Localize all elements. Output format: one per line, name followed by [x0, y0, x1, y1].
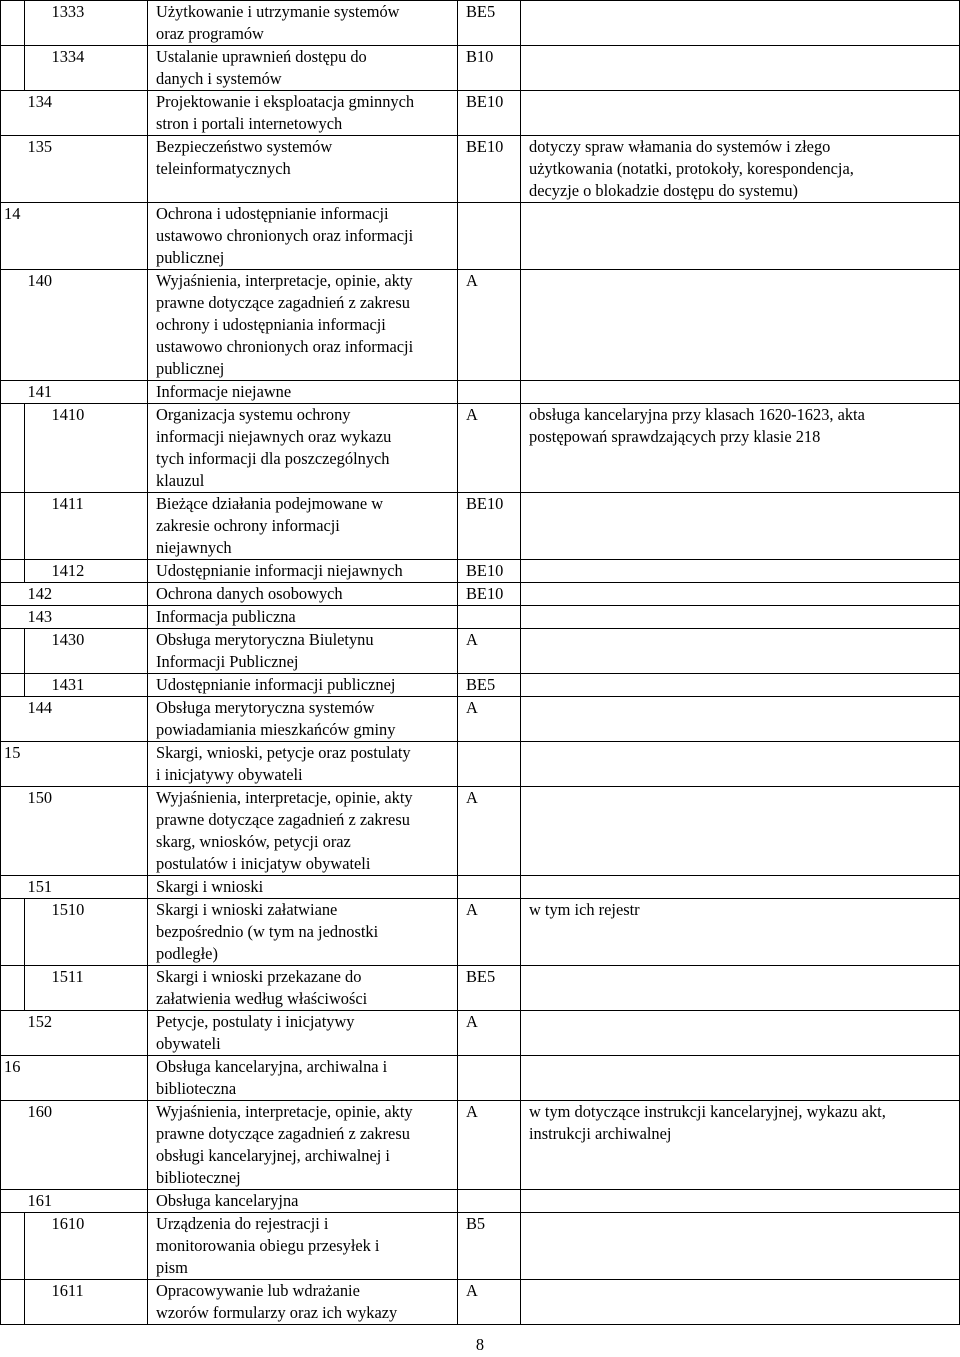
class-symbol: 15	[1, 742, 148, 787]
remarks	[521, 966, 960, 1011]
indent-cell	[25, 1213, 49, 1280]
class-symbol: 151	[25, 876, 148, 899]
remarks	[521, 1280, 960, 1325]
class-symbol: 142	[25, 583, 148, 606]
archival-category	[458, 876, 521, 899]
remarks: obsługa kancelaryjna przy klasach 1620-1623, akta postępowań sprawdzających przy klasie 218	[521, 404, 960, 493]
class-description: Projektowanie i eksploatacja gminnych stron i portali internetowych	[148, 91, 458, 136]
remarks	[521, 697, 960, 742]
remarks	[521, 629, 960, 674]
class-description: Organizacja systemu ochrony informacji niejawnych oraz wykazu tych informacji dla poszczególnych klauzul	[148, 404, 458, 493]
archival-category: A	[458, 899, 521, 966]
remarks	[521, 1190, 960, 1213]
remarks	[521, 787, 960, 876]
table-row	[1, 876, 960, 899]
class-description: Obsługa kancelaryjna, archiwalna i biblioteczna	[148, 1056, 458, 1101]
class-description: Ustalanie uprawnień dostępu do danych i systemów	[148, 46, 458, 91]
archival-category: BE10	[458, 583, 521, 606]
remarks	[521, 674, 960, 697]
class-description: Bieżące działania podejmowane w zakresie ochrony informacji niejawnych	[148, 493, 458, 560]
table-row	[1, 697, 960, 742]
indent-cell	[1, 1190, 25, 1213]
table-row	[1, 381, 960, 404]
remarks	[521, 876, 960, 899]
class-description: Użytkowanie i utrzymanie systemów oraz programów	[148, 1, 458, 46]
table-row	[1, 629, 960, 674]
indent-cell	[1, 876, 25, 899]
remarks: w tym dotyczące instrukcji kancelaryjnej, wykazu akt, instrukcji archiwalnej	[521, 1101, 960, 1190]
archival-category: A	[458, 1280, 521, 1325]
table-row	[1, 46, 960, 91]
class-symbol: 14	[1, 203, 148, 270]
remarks	[521, 1056, 960, 1101]
class-description: Bezpieczeństwo systemów teleinformatycznych	[148, 136, 458, 203]
table-row	[1, 560, 960, 583]
indent-cell	[1, 46, 25, 91]
indent-cell	[1, 629, 25, 674]
indent-cell	[1, 381, 25, 404]
class-symbol: 16	[1, 1056, 148, 1101]
class-description: Informacja publiczna	[148, 606, 458, 629]
table-row	[1, 203, 960, 270]
archival-category	[458, 203, 521, 270]
table-row	[1, 91, 960, 136]
class-symbol: 1610	[49, 1213, 148, 1280]
class-symbol: 1410	[49, 404, 148, 493]
class-description: Ochrona danych osobowych	[148, 583, 458, 606]
remarks	[521, 560, 960, 583]
indent-cell	[25, 966, 49, 1011]
indent-cell	[25, 1, 49, 46]
class-description: Urządzenia do rejestracji i monitorowania obiegu przesyłek i pism	[148, 1213, 458, 1280]
indent-cell	[1, 1101, 25, 1190]
archival-category: A	[458, 697, 521, 742]
remarks	[521, 1, 960, 46]
class-description: Ochrona i udostępnianie informacji ustawowo chronionych oraz informacji publicznej	[148, 203, 458, 270]
indent-cell	[25, 493, 49, 560]
remarks	[521, 381, 960, 404]
table-row	[1, 899, 960, 966]
remarks	[521, 1011, 960, 1056]
indent-cell	[25, 674, 49, 697]
page-number: 8	[475, 1335, 485, 1354]
class-symbol: 1411	[49, 493, 148, 560]
class-description: Wyjaśnienia, interpretacje, opinie, akty prawne dotyczące zagadnień z zakresu ochrony i udostępniania informacji ustawowo chronionych oraz informacji publicznej	[148, 270, 458, 381]
class-symbol: 144	[25, 697, 148, 742]
class-description: Skargi i wnioski załatwiane bezpośrednio (w tym na jednostki podległe)	[148, 899, 458, 966]
indent-cell	[1, 136, 25, 203]
class-description: Opracowywanie lub wdrażanie wzorów formularzy oraz ich wykazy	[148, 1280, 458, 1325]
table-row	[1, 1213, 960, 1280]
indent-cell	[1, 697, 25, 742]
class-symbol: 152	[25, 1011, 148, 1056]
indent-cell	[25, 404, 49, 493]
archival-category: A	[458, 787, 521, 876]
class-symbol: 160	[25, 1101, 148, 1190]
class-symbol: 1333	[49, 1, 148, 46]
archival-category	[458, 742, 521, 787]
indent-cell	[1, 787, 25, 876]
archival-category: BE5	[458, 1, 521, 46]
class-description: Skargi, wnioski, petycje oraz postulaty i inicjatywy obywateli	[148, 742, 458, 787]
remarks	[521, 493, 960, 560]
archival-category: BE10	[458, 91, 521, 136]
class-symbol: 150	[25, 787, 148, 876]
indent-cell	[25, 46, 49, 91]
class-symbol: 1412	[49, 560, 148, 583]
archival-category	[458, 381, 521, 404]
indent-cell	[25, 899, 49, 966]
remarks	[521, 1213, 960, 1280]
table-row	[1, 742, 960, 787]
table-row	[1, 787, 960, 876]
archival-category: BE5	[458, 966, 521, 1011]
archival-category: B10	[458, 46, 521, 91]
remarks	[521, 203, 960, 270]
indent-cell	[25, 629, 49, 674]
class-description: Udostępnianie informacji niejawnych	[148, 560, 458, 583]
class-symbol: 1334	[49, 46, 148, 91]
class-symbol: 1431	[49, 674, 148, 697]
class-symbol: 134	[25, 91, 148, 136]
class-symbol: 140	[25, 270, 148, 381]
archival-category: BE10	[458, 560, 521, 583]
table-row	[1, 404, 960, 493]
class-symbol: 161	[25, 1190, 148, 1213]
archival-category: BE10	[458, 493, 521, 560]
remarks	[521, 46, 960, 91]
table-row	[1, 493, 960, 560]
class-description: Wyjaśnienia, interpretacje, opinie, akty prawne dotyczące zagadnień z zakresu skarg, wniosków, petycji oraz postulatów i inicjatyw obywateli	[148, 787, 458, 876]
indent-cell	[1, 899, 25, 966]
table-row	[1, 606, 960, 629]
indent-cell	[1, 91, 25, 136]
indent-cell	[1, 674, 25, 697]
table-row	[1, 1011, 960, 1056]
indent-cell	[1, 493, 25, 560]
archival-category: BE10	[458, 136, 521, 203]
class-description: Obsługa merytoryczna systemów powiadamiania mieszkańców gminy	[148, 697, 458, 742]
class-symbol: 143	[25, 606, 148, 629]
remarks: w tym ich rejestr	[521, 899, 960, 966]
indent-cell	[1, 583, 25, 606]
remarks: dotyczy spraw włamania do systemów i złego użytkowania (notatki, protokoły, korespondencja, decyzje o blokadzie dostępu do systemu)	[521, 136, 960, 203]
archival-category: B5	[458, 1213, 521, 1280]
archival-category: A	[458, 629, 521, 674]
archival-category	[458, 1056, 521, 1101]
table-row	[1, 1, 960, 46]
table-row	[1, 583, 960, 606]
class-description: Udostępnianie informacji publicznej	[148, 674, 458, 697]
remarks	[521, 742, 960, 787]
class-description: Wyjaśnienia, interpretacje, opinie, akty prawne dotyczące zagadnień z zakresu obsługi kancelaryjnej, archiwalnej i bibliotecznej	[148, 1101, 458, 1190]
archival-category: A	[458, 1101, 521, 1190]
table-row	[1, 674, 960, 697]
indent-cell	[1, 560, 25, 583]
class-symbol: 1430	[49, 629, 148, 674]
table-row	[1, 1190, 960, 1213]
class-description: Obsługa kancelaryjna	[148, 1190, 458, 1213]
class-symbol: 1611	[49, 1280, 148, 1325]
remarks	[521, 606, 960, 629]
archival-category: A	[458, 404, 521, 493]
archival-category: A	[458, 270, 521, 381]
class-symbol: 135	[25, 136, 148, 203]
indent-cell	[25, 560, 49, 583]
indent-cell	[1, 1280, 25, 1325]
class-description: Informacje niejawne	[148, 381, 458, 404]
table-row	[1, 1101, 960, 1190]
table-row	[1, 966, 960, 1011]
indent-cell	[1, 606, 25, 629]
class-symbol: 141	[25, 381, 148, 404]
archival-category: A	[458, 1011, 521, 1056]
archival-category	[458, 606, 521, 629]
indent-cell	[1, 1213, 25, 1280]
class-description: Skargi i wnioski	[148, 876, 458, 899]
class-symbol: 1511	[49, 966, 148, 1011]
class-description: Petycje, postulaty i inicjatywy obywateli	[148, 1011, 458, 1056]
indent-cell	[1, 1, 25, 46]
indent-cell	[1, 404, 25, 493]
indent-cell	[1, 1011, 25, 1056]
class-symbol: 1510	[49, 899, 148, 966]
remarks	[521, 91, 960, 136]
table-row	[1, 270, 960, 381]
table-row	[1, 136, 960, 203]
indent-cell	[1, 966, 25, 1011]
indent-cell	[1, 270, 25, 381]
archival-category	[458, 1190, 521, 1213]
archival-category: BE5	[458, 674, 521, 697]
remarks	[521, 583, 960, 606]
remarks	[521, 270, 960, 381]
table-row	[1, 1056, 960, 1101]
class-description: Skargi i wnioski przekazane do załatwienia według właściwości	[148, 966, 458, 1011]
class-description: Obsługa merytoryczna Biuletynu Informacji Publicznej	[148, 629, 458, 674]
table-row	[1, 1280, 960, 1325]
indent-cell	[25, 1280, 49, 1325]
